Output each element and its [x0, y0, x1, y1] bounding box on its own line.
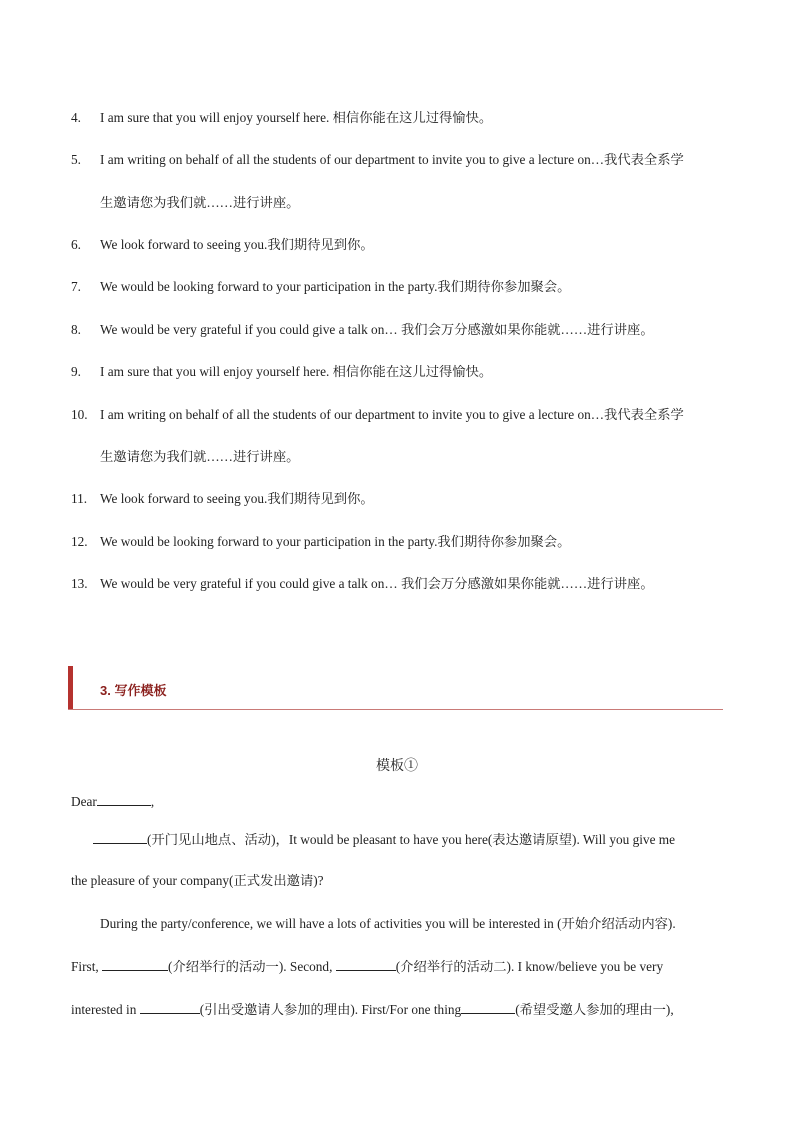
section-title: 3. 写作模板 — [100, 683, 167, 698]
item-number: 12. — [71, 534, 88, 549]
blank-field — [97, 792, 151, 806]
item-number: 11. — [71, 491, 88, 506]
item-number: 8. — [71, 322, 81, 337]
list-item — [71, 406, 731, 424]
item-number: 13. — [71, 576, 88, 591]
paragraph-text: (引出受邀请人参加的理由). First/For one thing — [199, 1002, 462, 1017]
item-text: We look forward to seeing you.我们期待见到你。 — [100, 491, 374, 506]
list-item — [71, 151, 731, 169]
item-text: We would be very grateful if you could give a talk on… 我们会万分感激如果你能就……进行讲座。 — [100, 322, 654, 337]
item-number: 4. — [71, 110, 81, 125]
paragraph-text: (希望受邀人参加的理由一), — [515, 1002, 674, 1017]
list-item — [71, 363, 731, 381]
list-item — [71, 321, 731, 339]
list-item — [71, 278, 731, 296]
item-text-continued: 生邀请您为我们就……进行讲座。 — [100, 195, 300, 210]
paragraph-line — [93, 830, 675, 849]
list-item — [71, 236, 731, 254]
salutation-comma: , — [150, 794, 155, 809]
item-number: 5. — [71, 152, 81, 167]
template-title: 模板① — [376, 759, 418, 774]
paragraph-text: interested in — [71, 1002, 137, 1017]
item-text: We look forward to seeing you.我们期待见到你。 — [100, 237, 374, 252]
paragraph-line — [71, 957, 663, 976]
item-text: We would be looking forward to your participation in the party.我们期待你参加聚会。 — [100, 534, 571, 549]
list-item — [71, 533, 731, 551]
paragraph-text: First, — [71, 959, 99, 974]
paragraph-line — [71, 1000, 674, 1019]
paragraph-text: (开门见山地点、活动)，It would be pleasant to have you here(表达邀请原望). Will you give me — [147, 832, 676, 847]
item-text: We would be very grateful if you could give a talk on… 我们会万分感激如果你能就……进行讲座。 — [100, 576, 654, 591]
item-text: I am sure that you will enjoy yourself here. 相信你能在这儿过得愉快。 — [100, 110, 493, 125]
item-number: 9. — [71, 364, 81, 379]
paragraph-line: the pleasure of your company(正式发出邀请)? — [71, 873, 324, 888]
blank-field — [461, 1000, 515, 1014]
section-divider — [68, 709, 723, 710]
blank-field — [336, 957, 396, 971]
item-number: 10. — [71, 407, 88, 422]
blank-field — [102, 957, 168, 971]
salutation-text: Dear — [71, 794, 97, 809]
list-item — [71, 490, 731, 508]
section-accent-bar — [68, 666, 73, 710]
blank-field — [93, 830, 147, 844]
item-text: We would be looking forward to your participation in the party.我们期待你参加聚会。 — [100, 279, 571, 294]
item-number: 6. — [71, 237, 81, 252]
item-text: I am writing on behalf of all the students of our department to invite you to give a lecture on…我代表全系学 — [100, 407, 684, 422]
item-text: I am sure that you will enjoy yourself here. 相信你能在这儿过得愉快。 — [100, 364, 493, 379]
list-item — [71, 575, 731, 593]
paragraph-line: During the party/conference, we will have a lots of activities you will be interested in (开始介绍活动内容). — [100, 916, 676, 931]
paragraph-text: (介绍举行的活动一). Second, — [168, 959, 333, 974]
item-text-continued: 生邀请您为我们就……进行讲座。 — [100, 449, 300, 464]
item-text: I am writing on behalf of all the students of our department to invite you to give a lecture on…我代表全系学 — [100, 152, 684, 167]
paragraph-text: (介绍举行的活动二). I know/believe you be very — [395, 959, 664, 974]
list-item — [71, 109, 731, 127]
item-number: 7. — [71, 279, 81, 294]
blank-field — [140, 1000, 200, 1014]
section-header — [68, 666, 723, 710]
salutation — [71, 792, 154, 811]
